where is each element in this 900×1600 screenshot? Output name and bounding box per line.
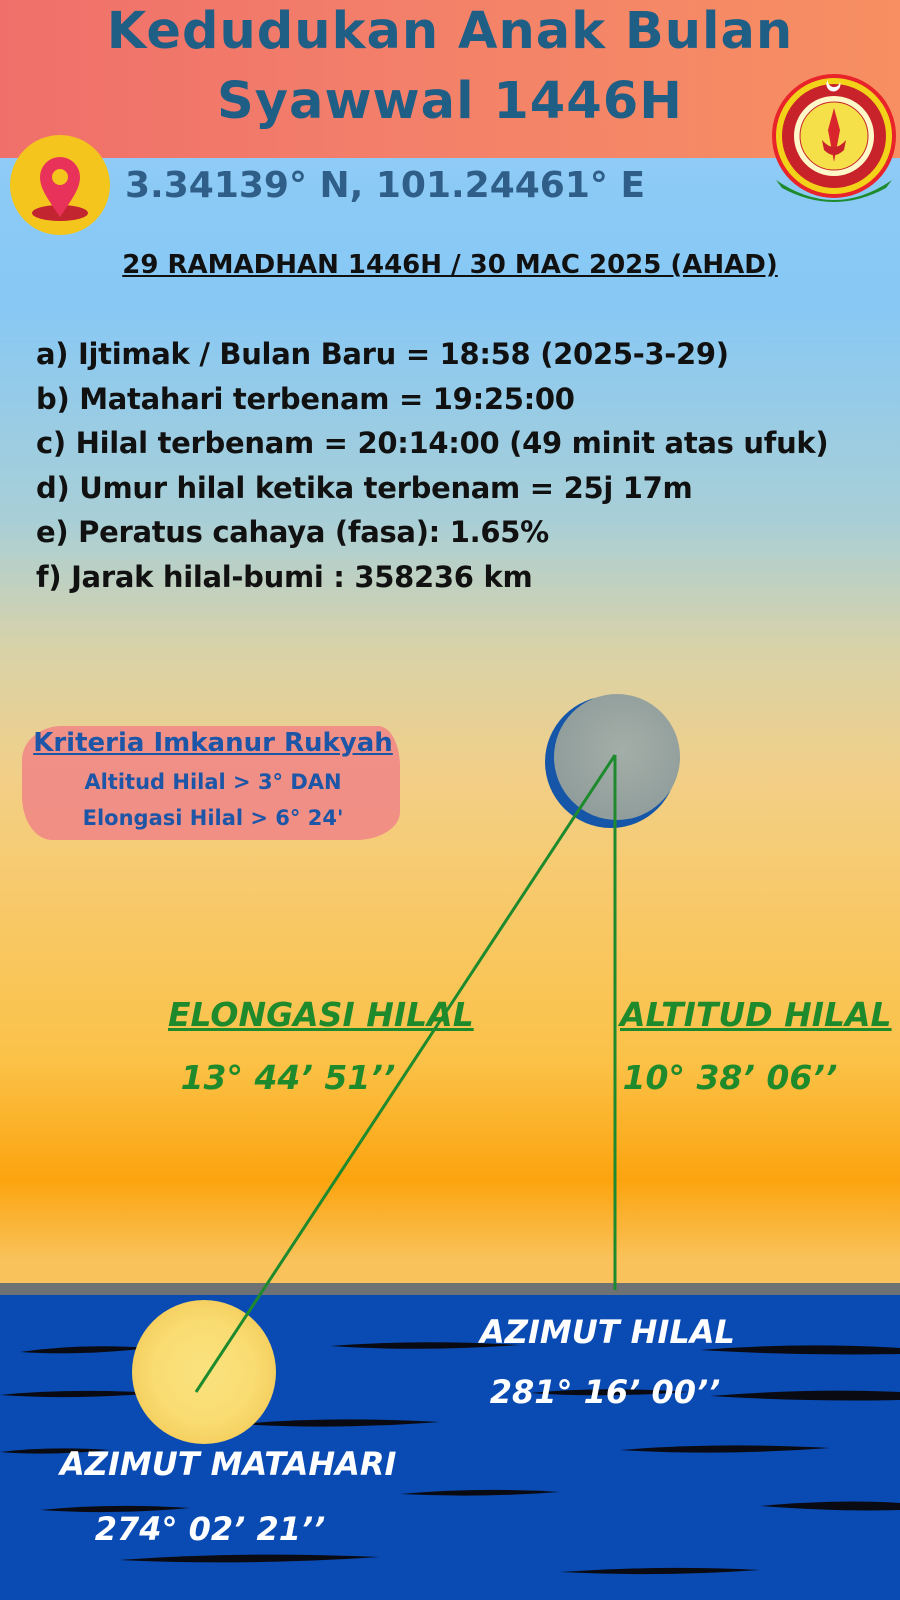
date-heading: 29 RAMADHAN 1446H / 30 MAC 2025 (AHAD)	[122, 250, 778, 280]
fact-sunset: b) Matahari terbenam = 19:25:00	[36, 381, 575, 416]
moon-azimuth-label: AZIMUT HILAL	[480, 1313, 735, 1351]
sun-azimuth-value: 274° 02’ 21’’	[94, 1510, 326, 1548]
criteria-altitude: Altitud Hilal > 3° DAN	[84, 770, 342, 794]
altitude-value: 10° 38’ 06’’	[622, 1058, 838, 1097]
altitude-label: ALTITUD HILAL	[620, 995, 892, 1034]
criteria-title: Kriteria Imkanur Rukyah	[33, 728, 393, 758]
criteria-elongation: Elongasi Hilal > 6° 24'	[82, 806, 344, 830]
fact-ijtimak: a) Ijtimak / Bulan Baru = 18:58 (2025-3-29)	[36, 337, 729, 371]
sun-azimuth-label: AZIMUT MATAHARI	[60, 1445, 397, 1483]
moon	[554, 694, 680, 820]
page-title: Kedudukan Anak Bulan	[106, 2, 794, 61]
fact-moon-age: d) Umur hilal ketika terbenam = 25j 17m	[36, 470, 693, 505]
fact-distance: f) Jarak hilal-bumi : 358236 km	[36, 559, 533, 594]
moon-azimuth-value: 281° 16’ 00’’	[489, 1373, 721, 1411]
sun	[132, 1300, 276, 1444]
elongation-value: 13° 44’ 51’’	[180, 1058, 396, 1097]
horizon-line	[0, 1283, 900, 1295]
fact-illumination: e) Peratus cahaya (fasa): 1.65%	[36, 515, 549, 549]
fact-moonset: c) Hilal terbenam = 20:14:00 (49 minit atas ufuk)	[36, 426, 829, 460]
elongation-label: ELONGASI HILAL	[168, 995, 474, 1034]
page-subtitle: Syawwal 1446H	[217, 72, 683, 131]
location-coordinates: 3.34139° N, 101.24461° E	[125, 165, 646, 206]
